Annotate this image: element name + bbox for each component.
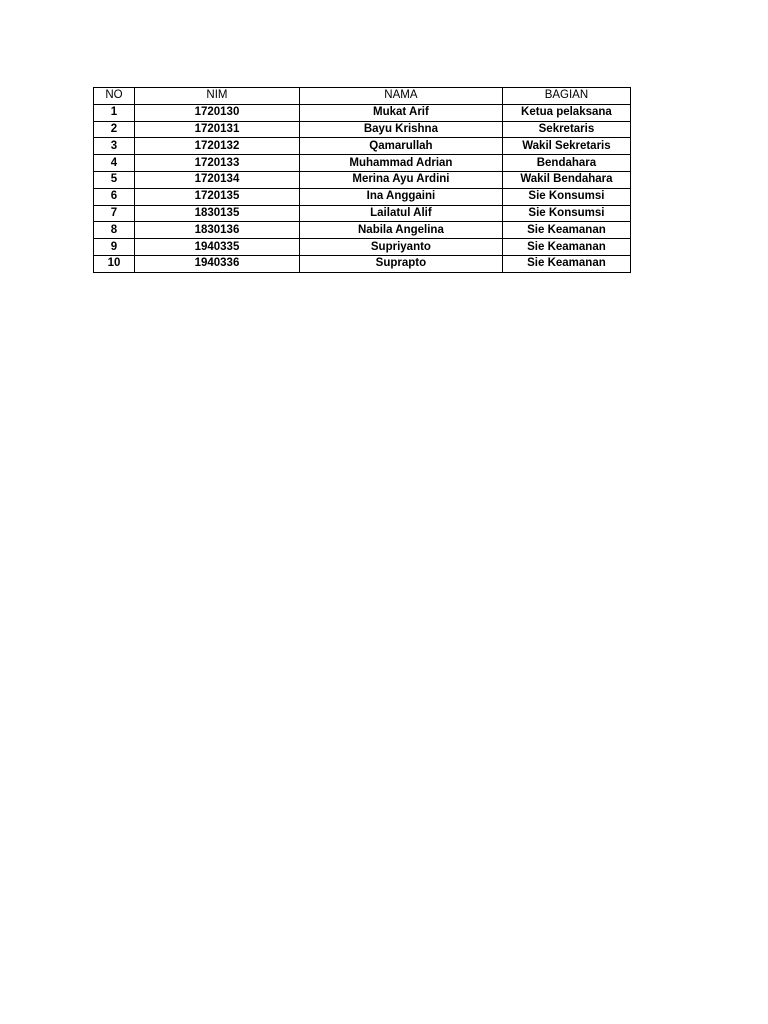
cell-nama: Merina Ayu Ardini (299, 171, 502, 188)
cell-bagian: Sie Konsumsi (502, 205, 630, 222)
cell-nim: 1720131 (134, 121, 299, 138)
cell-bagian: Sie Keamanan (502, 255, 630, 272)
cell-nim: 1720135 (134, 188, 299, 205)
cell-nama: Nabila Angelina (299, 222, 502, 239)
cell-nama: Lailatul Alif (299, 205, 502, 222)
cell-no: 2 (94, 121, 135, 138)
cell-nim: 1720134 (134, 171, 299, 188)
cell-no: 8 (94, 222, 135, 239)
table-row (94, 205, 631, 222)
cell-bagian: Wakil Sekretaris (502, 138, 630, 155)
cell-nama: Suprapto (299, 255, 502, 272)
cell-no: 10 (94, 255, 135, 272)
table-row (94, 255, 631, 272)
cell-nama: Ina Anggaini (299, 188, 502, 205)
cell-no: 6 (94, 188, 135, 205)
table-row (94, 104, 631, 121)
cell-no: 4 (94, 155, 135, 172)
cell-no: 1 (94, 104, 135, 121)
header-nama: NAMA (299, 88, 502, 105)
header-row (94, 88, 631, 105)
cell-nim: 1720132 (134, 138, 299, 155)
header-nim: NIM (134, 88, 299, 105)
cell-no: 3 (94, 138, 135, 155)
member-table (93, 87, 631, 273)
cell-nama: Mukat Arif (299, 104, 502, 121)
table-row (94, 171, 631, 188)
cell-no: 5 (94, 171, 135, 188)
cell-no: 9 (94, 239, 135, 256)
cell-nim: 1940335 (134, 239, 299, 256)
cell-nama: Supriyanto (299, 239, 502, 256)
header-no: NO (94, 88, 135, 105)
cell-nama: Bayu Krishna (299, 121, 502, 138)
cell-nim: 1830135 (134, 205, 299, 222)
cell-nama: Muhammad Adrian (299, 155, 502, 172)
cell-nim: 1940336 (134, 255, 299, 272)
table-row (94, 138, 631, 155)
table-row (94, 222, 631, 239)
table-body (94, 104, 631, 272)
table-row (94, 239, 631, 256)
table-row (94, 188, 631, 205)
cell-bagian: Sie Keamanan (502, 239, 630, 256)
cell-nama: Qamarullah (299, 138, 502, 155)
table-row (94, 121, 631, 138)
table-row (94, 155, 631, 172)
cell-bagian: Wakil Bendahara (502, 171, 630, 188)
cell-nim: 1830136 (134, 222, 299, 239)
cell-bagian: Sie Keamanan (502, 222, 630, 239)
cell-nim: 1720133 (134, 155, 299, 172)
table-header (94, 88, 631, 105)
cell-bagian: Bendahara (502, 155, 630, 172)
cell-bagian: Ketua pelaksana (502, 104, 630, 121)
cell-bagian: Sekretaris (502, 121, 630, 138)
cell-no: 7 (94, 205, 135, 222)
cell-nim: 1720130 (134, 104, 299, 121)
header-bagian: BAGIAN (502, 88, 630, 105)
cell-bagian: Sie Konsumsi (502, 188, 630, 205)
